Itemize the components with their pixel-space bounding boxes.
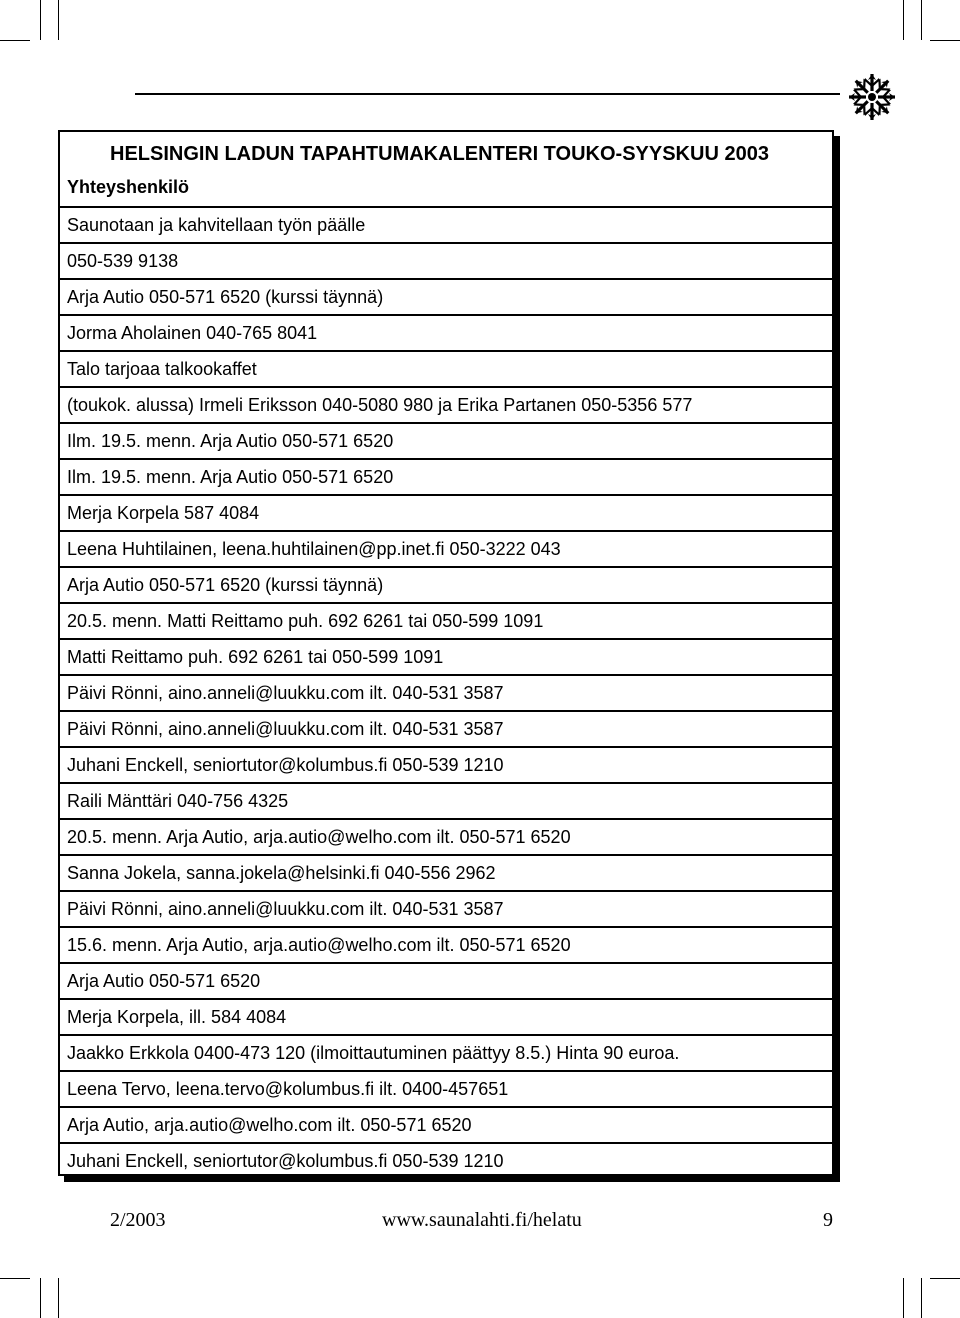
table-row	[60, 530, 832, 566]
contact-cell: 20.5. menn. Arja Autio, arja.autio@welho.com ilt. 050-571 6520	[67, 827, 571, 847]
contact-cell: Raili Mänttäri 040-756 4325	[67, 791, 289, 811]
table-row	[60, 242, 832, 278]
contact-cell: 20.5. menn. Matti Reittamo puh. 692 6261 tai 050-599 1091	[67, 611, 544, 631]
crop-mark	[921, 0, 922, 40]
crop-mark	[921, 1278, 922, 1318]
contact-cell: Päivi Rönni, aino.anneli@luukku.com ilt. 040-531 3587	[67, 899, 504, 919]
contact-cell: Ilm. 19.5. menn. Arja Autio 050-571 6520	[67, 467, 394, 487]
contact-cell: Päivi Rönni, aino.anneli@luukku.com ilt. 040-531 3587	[67, 719, 504, 739]
footer-issue: 2/2003	[110, 1209, 166, 1231]
contact-cell: Sanna Jokela, sanna.jokela@helsinki.fi 040-556 2962	[67, 863, 496, 883]
header-rule	[135, 93, 840, 95]
contact-cell: Arja Autio 050-571 6520 (kurssi täynnä)	[67, 575, 384, 595]
table-row	[60, 962, 832, 998]
snowflake-icon	[847, 72, 897, 122]
crop-mark	[903, 0, 904, 40]
calendar-header-row	[60, 170, 832, 206]
table-row	[60, 710, 832, 746]
table-row	[60, 350, 832, 386]
footer-page-number: 9	[823, 1209, 833, 1231]
table-row	[60, 638, 832, 674]
contact-cell: Merja Korpela 587 4084	[67, 503, 260, 523]
contact-cell: Jorma Aholainen 040-765 8041	[67, 323, 318, 343]
table-row	[60, 674, 832, 710]
crop-mark	[930, 1278, 960, 1279]
contact-cell: Saunotaan ja kahvitellaan työn päälle	[67, 215, 366, 235]
table-row	[60, 422, 832, 458]
contact-cell: Leena Tervo, leena.tervo@kolumbus.fi ilt. 0400-457651	[67, 1079, 509, 1099]
table-row	[60, 818, 832, 854]
table-row	[60, 890, 832, 926]
footer-url: www.saunalahti.fi/helatu	[382, 1209, 582, 1231]
contact-cell: Arja Autio 050-571 6520 (kurssi täynnä)	[67, 287, 384, 307]
table-row	[60, 782, 832, 818]
contact-cell: Arja Autio, arja.autio@welho.com ilt. 050-571 6520	[67, 1115, 472, 1135]
crop-mark	[903, 1278, 904, 1318]
crop-mark	[0, 40, 30, 41]
table-row	[60, 206, 832, 242]
crop-mark	[0, 1278, 30, 1279]
table-row	[60, 314, 832, 350]
contact-cell: Matti Reittamo puh. 692 6261 tai 050-599 1091	[67, 647, 444, 667]
table-row	[60, 458, 832, 494]
table-row	[60, 1070, 832, 1106]
contact-cell: Juhani Enckell, seniortutor@kolumbus.fi 050-539 1210	[67, 1151, 504, 1171]
table-row	[60, 926, 832, 962]
table-row	[60, 746, 832, 782]
contact-person-header: Yhteyshenkilö	[67, 177, 190, 197]
crop-mark	[58, 1278, 59, 1318]
crop-mark	[58, 0, 59, 40]
table-row	[60, 1142, 832, 1178]
table-row	[60, 566, 832, 602]
contact-cell: Talo tarjoaa talkookaffet	[67, 359, 257, 379]
contact-cell: Juhani Enckell, seniortutor@kolumbus.fi 050-539 1210	[67, 755, 504, 775]
contact-cell: Ilm. 19.5. menn. Arja Autio 050-571 6520	[67, 431, 394, 451]
calendar-title: HELSINGIN LADUN TAPAHTUMAKALENTERI TOUKO-SYYSKUU 2003	[110, 143, 769, 165]
contact-cell: 050-539 9138	[67, 251, 179, 271]
crop-mark	[40, 0, 41, 40]
table-row	[60, 1034, 832, 1070]
table-row	[60, 494, 832, 530]
table-row	[60, 386, 832, 422]
contact-cell: Päivi Rönni, aino.anneli@luukku.com ilt. 040-531 3587	[67, 683, 504, 703]
table-row	[60, 1106, 832, 1142]
table-row	[60, 602, 832, 638]
table-row	[60, 998, 832, 1034]
crop-mark	[930, 40, 960, 41]
contact-cell: Jaakko Erkkola 0400-473 120 (ilmoittautuminen päättyy 8.5.) Hinta 90 euroa.	[67, 1043, 680, 1063]
contact-cell: Merja Korpela, ill. 584 4084	[67, 1007, 287, 1027]
table-row	[60, 278, 832, 314]
contact-cell: Leena Huhtilainen, leena.huhtilainen@pp.inet.fi 050-3222 043	[67, 539, 561, 559]
table-row	[60, 854, 832, 890]
contact-cell: (toukok. alussa) Irmeli Eriksson 040-5080 980 ja Erika Partanen 050-5356 577	[67, 395, 693, 415]
contact-cell: 15.6. menn. Arja Autio, arja.autio@welho.com ilt. 050-571 6520	[67, 935, 571, 955]
crop-mark	[40, 1278, 41, 1318]
contact-cell: Arja Autio 050-571 6520	[67, 971, 261, 991]
